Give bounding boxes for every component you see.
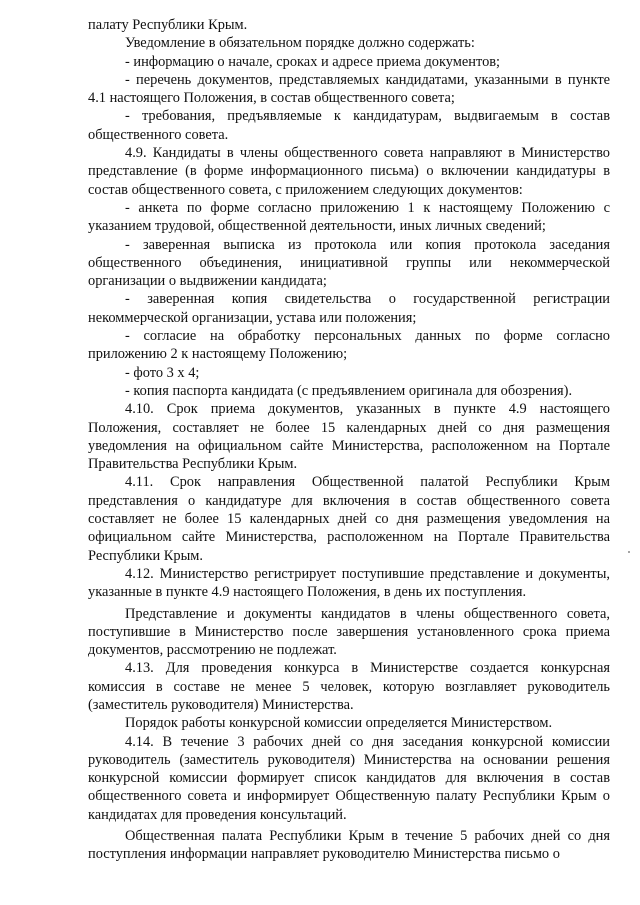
document-page bbox=[88, 16, 610, 864]
paragraph-notice-intro: Уведомление в обязательном порядке должно содержать: bbox=[125, 35, 475, 52]
paragraph-4-10: 4.10. Срок приема документов, указанных в пункте 4.9 настоящего Положения, составляет не более 15 календарных дней со дня размещения уведомления на официальном сайте Министерства, расположенном на Портале Правительства Республики Крым. bbox=[88, 401, 610, 473]
scan-speck bbox=[628, 551, 630, 553]
list-item-protocol-extract: - заверенная выписка из протокола или копия протокола заседания общественного объединения, инициативной группы или некоммерческой организации о выдвижении кандидата; bbox=[88, 236, 610, 290]
list-item-notice-requirements: - требования, предъявляемые к кандидатурам, выдвигаемым в состав общественного совета. bbox=[88, 108, 610, 143]
paragraph-public-chamber-letter: Общественная палата Республики Крым в течение 5 рабочих дней со дня поступления информации направляет руководителю Министерства письмо о bbox=[88, 828, 610, 863]
list-item-registration-copy: - заверенная копия свидетельства о государственной регистрации некоммерческой организации, устава или положения; bbox=[88, 291, 610, 326]
list-item-photo: - фото 3 х 4; bbox=[125, 364, 200, 381]
list-item-passport-copy: - копия паспорта кандидата (с предъявлением оригинала для обозрения). bbox=[125, 382, 573, 399]
paragraph-4-11: 4.11. Срок направления Общественной палатой Республики Крым представления о кандидатуре для включения в состав общественного совета составляет не более 15 календарных дней со дня размещения уведомления на официальном сайте Министерства, расположенном на Портале Правительства Республики Крым. bbox=[88, 474, 610, 564]
paragraph-4-12: 4.12. Министерство регистрирует поступившие представление и документы, указанные в пункте 4.9 настоящего Положения, в день их поступления. bbox=[88, 565, 610, 601]
paragraph-continuation: палату Республики Крым. bbox=[88, 17, 248, 33]
list-item-notice-info: - информацию о начале, сроках и адресе приема документов; bbox=[125, 53, 501, 70]
list-item-data-consent: - согласие на обработку персональных данных по форме согласно приложению 2 к настоящему Положению; bbox=[88, 328, 610, 363]
list-item-questionnaire: - анкета по форме согласно приложению 1 к настоящему Положению с указанием трудовой, общественной деятельности, иных личных сведений; bbox=[88, 199, 610, 235]
paragraph-commission-procedure: Порядок работы конкурсной комиссии определяется Министерством. bbox=[125, 715, 553, 732]
paragraph-4-9: 4.9. Кандидаты в члены общественного совета направляют в Министерство представление (в форме информационного письма) о включении кандидатуры в состав общественного совета, с приложением следующих документов: bbox=[88, 145, 610, 198]
paragraph-late-documents: Представление и документы кандидатов в члены общественного совета, поступившие в Министерство после завершения установленного срока приема документов, рассмотрению не подлежат. bbox=[88, 605, 610, 659]
paragraph-4-13: 4.13. Для проведения конкурса в Министерстве создается конкурсная комиссия в составе не менее 5 человек, которую возглавляет руководитель (заместитель руководителя) Министерства. bbox=[88, 660, 610, 713]
list-item-notice-documents: - перечень документов, представляемых кандидатами, указанными в пункте 4.1 настоящего Положения, в состав общественного совета; bbox=[88, 71, 610, 107]
paragraph-4-14: 4.14. В течение 3 рабочих дней со дня заседания конкурсной комиссии руководитель (заместитель руководителя) Министерства на основании решения конкурсной комиссии формирует список кандидатов для включения в состав общественного совета и информирует Общественную палату Республики Крым о кандидатах для проведения консультаций. bbox=[88, 733, 610, 823]
